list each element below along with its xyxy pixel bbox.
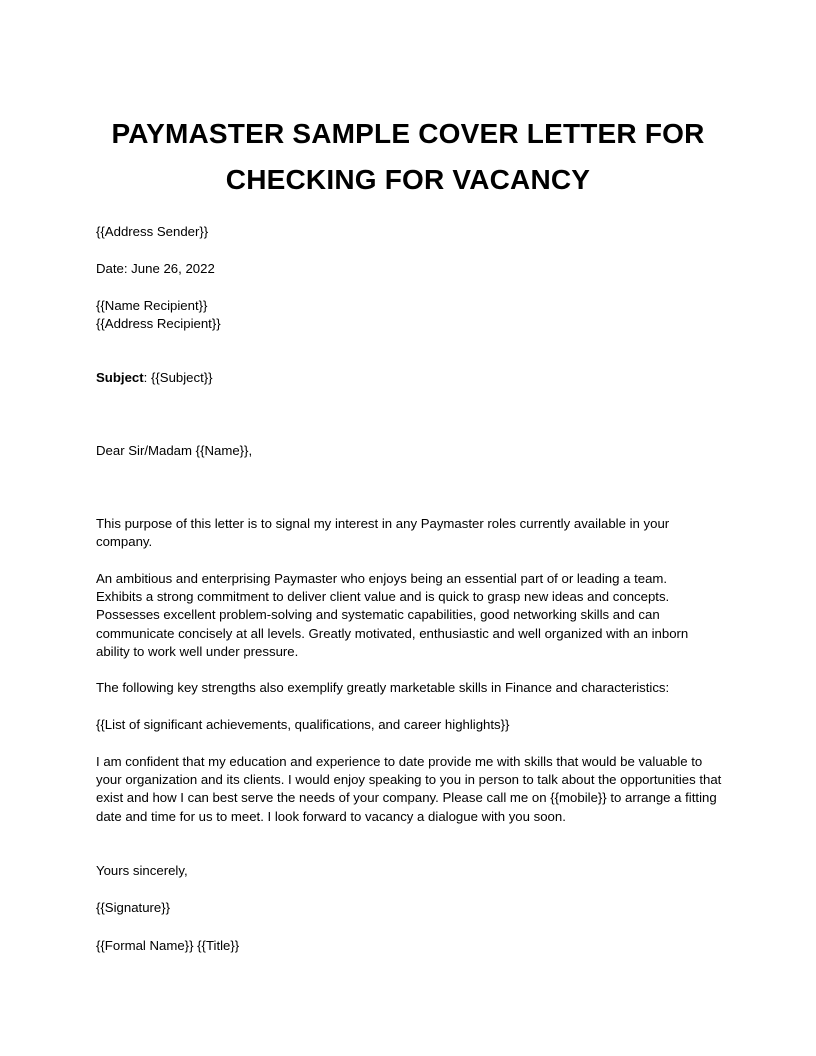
- subject-value: : {{Subject}}: [143, 370, 213, 385]
- recipient-address: {{Address Recipient}}: [96, 316, 221, 331]
- title-line-1: PAYMASTER SAMPLE COVER LETTER FOR: [111, 118, 705, 149]
- signature-placeholder: {{Signature}}: [96, 900, 171, 915]
- letter-date: Date: June 26, 2022: [96, 261, 215, 276]
- document-title: [60, 111, 756, 203]
- recipient-name: {{Name Recipient}}: [96, 298, 208, 313]
- address-sender: {{Address Sender}}: [96, 224, 209, 239]
- subject-label: Subject: [96, 370, 144, 385]
- paragraph-strengths: The following key strengths also exemplify greatly marketable skills in Finance and characteristics:: [96, 680, 670, 695]
- paragraph-profile: An ambitious and enterprising Paymaster who enjoys being an essential part of or leading a team. Exhibits a strong commitment to deliver client value and is quick to grasp new ideas and concepts. Possesses excellent problem-solving and systematic capabilities, good networking skills and can communicate concisely at all levels. Greatly motivated, enthusiastic and well organized with an inborn ability to work well under pressure.: [96, 571, 689, 659]
- closing: Yours sincerely,: [96, 863, 188, 878]
- formal-name-title: {{Formal Name}} {{Title}}: [96, 938, 240, 953]
- salutation: Dear Sir/Madam {{Name}},: [96, 443, 253, 458]
- title-line-2: CHECKING FOR VACANCY: [225, 164, 591, 195]
- paragraph-achievements: {{List of significant achievements, qualifications, and career highlights}}: [96, 717, 510, 732]
- paragraph-closing-body: I am confident that my education and experience to date provide me with skills that would be valuable to your organization and its clients. I would enjoy speaking to you in person to talk about the opportunities that exist and how I can best serve the needs of your company. Please call me on {{mobile}} to arrange a fitting date and time for us to meet. I look forward to vacancy a dialogue with you soon.: [96, 754, 722, 824]
- paragraph-interest: This purpose of this letter is to signal my interest in any Paymaster roles currently available in your company.: [96, 516, 670, 550]
- subject-line: [96, 369, 213, 387]
